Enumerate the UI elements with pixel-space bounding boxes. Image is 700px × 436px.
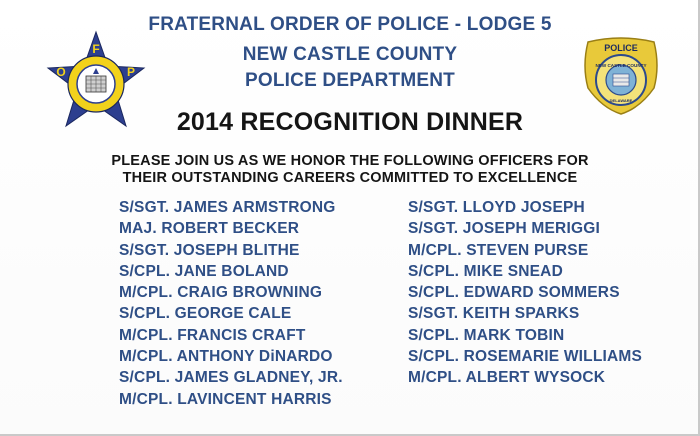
fop-letter-p: P: [126, 65, 136, 79]
intro-line-2: THEIR OUTSTANDING CAREERS COMMITTED TO EXCELLENCE: [122, 170, 578, 186]
lodge-title: FRATERNAL ORDER OF POLICE - LODGE 5: [148, 14, 552, 35]
intro-line-1: PLEASE JOIN US AS WE HONOR THE FOLLOWING OFFICERS FOR: [111, 153, 589, 169]
officer-name: S/CPL. EDWARD SOMMERS: [408, 284, 620, 302]
county-title: NEW CASTLE COUNTY: [242, 44, 458, 65]
fop-letter-f: F: [92, 42, 100, 56]
officer-name: S/SGT. JOSEPH BLITHE: [119, 241, 300, 259]
badge-ring-text: NEW CASTLE COUNTY: [595, 63, 647, 68]
officer-name: MAJ. ROBERT BECKER: [119, 220, 300, 238]
officer-name: M/CPL. STEVEN PURSE: [408, 241, 589, 259]
officer-name: S/CPL. JAMES GLADNEY, JR.: [119, 369, 343, 387]
badge-bottom-text: DELAWARE: [609, 98, 633, 103]
department-title: POLICE DEPARTMENT: [245, 70, 455, 91]
officer-name: S/CPL. MIKE SNEAD: [408, 262, 563, 280]
officer-name: M/CPL. ALBERT WYSOCK: [408, 369, 606, 387]
officer-name: S/SGT. JAMES ARMSTRONG: [119, 199, 336, 216]
officer-list-left: [119, 197, 343, 410]
officer-list-right: [408, 197, 642, 389]
badge-top-text: POLICE: [604, 43, 638, 53]
officer-name: S/SGT. KEITH SPARKS: [408, 305, 580, 323]
officer-name: M/CPL. ANTHONY DiNARDO: [119, 348, 333, 366]
officer-name: S/CPL. JANE BOLAND: [119, 262, 289, 280]
officer-name: M/CPL. LAVINCENT HARRIS: [119, 390, 332, 408]
officer-name: S/CPL. GEORGE CALE: [119, 305, 292, 323]
event-title: 2014 RECOGNITION DINNER: [176, 108, 524, 136]
officer-name: S/CPL. MARK TOBIN: [408, 326, 565, 344]
fop-letter-o: O: [56, 65, 66, 79]
officer-name: M/CPL. CRAIG BROWNING: [119, 284, 323, 302]
officer-name: M/CPL. FRANCIS CRAFT: [119, 326, 306, 344]
officer-name: S/SGT. LLOYD JOSEPH: [408, 199, 585, 216]
officer-name: S/SGT. JOSEPH MERIGGI: [408, 220, 600, 238]
officer-name: S/CPL. ROSEMARIE WILLIAMS: [408, 348, 643, 366]
